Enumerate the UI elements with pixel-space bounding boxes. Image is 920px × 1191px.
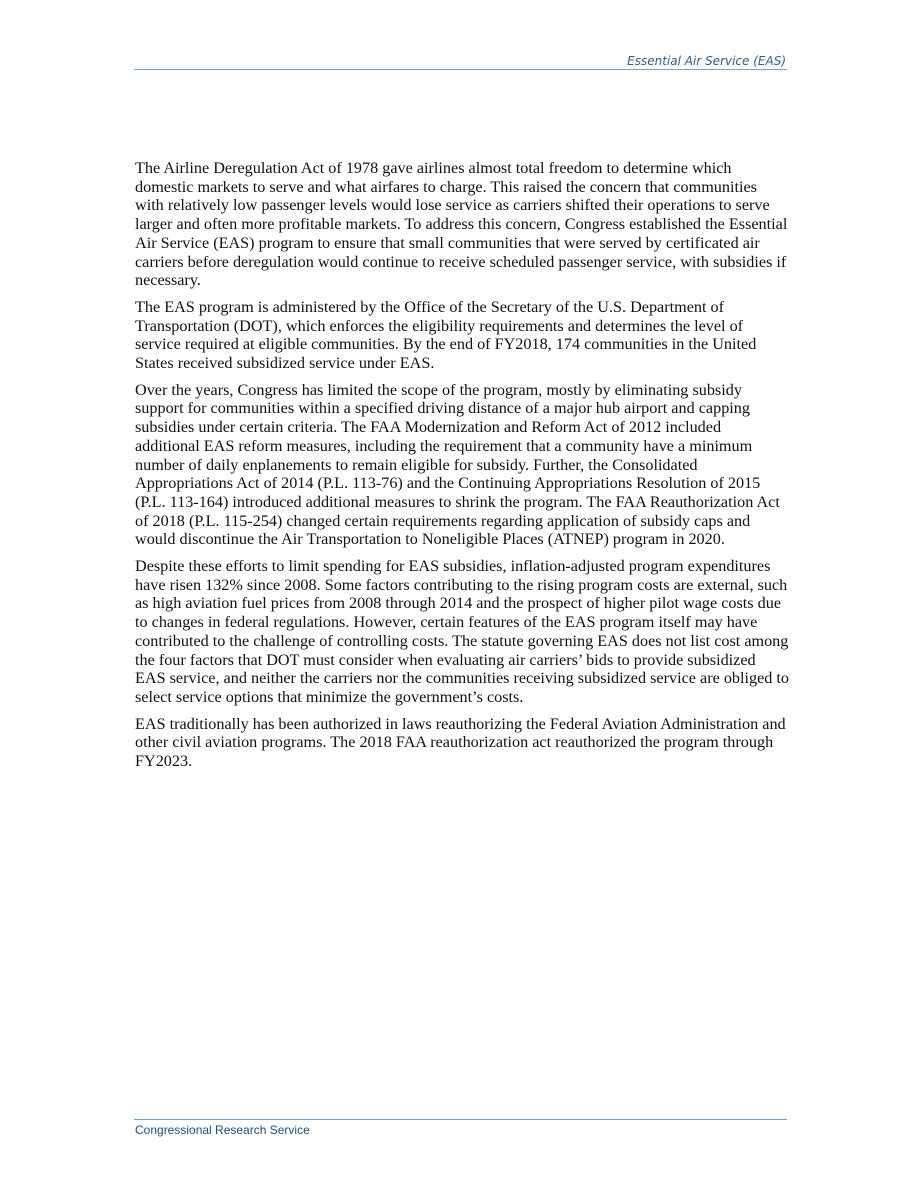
summary-body: [135, 159, 789, 779]
paragraph-1: The Airline Deregulation Act of 1978 gave airlines almost total freedom to determine which domestic markets to serve and what airfares to charge. This raised the concern that communities with relatively low passenger levels would lose service as carriers shifted their operations to serve larger and often more profitable markets. To address this concern, Congress established the Essential Air Service (EAS) program to ensure that small communities that were served by certificated air carriers before deregulation would continue to receive scheduled passenger service, with subsidies if necessary.: [135, 159, 788, 290]
paragraph-4: Despite these efforts to limit spending for EAS subsidies, inflation-adjusted program expenditures have risen 132% since 2008. Some factors contributing to the rising program costs are external, such as high aviation fuel prices from 2008 through 2014 and the prospect of higher pilot wage costs due to changes in federal regulations. However, certain features of the EAS program itself may have contributed to the challenge of controlling costs. The statute governing EAS does not list cost among the four factors that DOT must consider when evaluating air carriers’ bids to provide subsidized EAS service, and neither the carriers nor the communities receiving subsidized service are obliged to select service options that minimize the government’s costs.: [135, 557, 790, 706]
footer-divider: [134, 1119, 787, 1120]
header-divider: [134, 69, 787, 70]
paragraph-5: EAS traditionally has been authorized in laws reauthorizing the Federal Aviation Administration and other civil aviation programs. The 2018 FAA reauthorization act reauthorized the program through FY2023.: [135, 714, 786, 771]
paragraph-2: The EAS program is administered by the Office of the Secretary of the U.S. Department of Transportation (DOT), which enforces the eligibility requirements and determines the level of service required at eligible communities. By the end of FY2018, 174 communities in the United States received subsidized service under EAS.: [135, 297, 757, 373]
running-footer-organization: Congressional Research Service: [135, 1123, 310, 1137]
running-header-title: Essential Air Service (EAS): [627, 54, 786, 68]
paragraph-3: Over the years, Congress has limited the scope of the program, mostly by eliminating subsidy support for communities within a specified driving distance of a major hub airport and capping subsidies under certain criteria. The FAA Modernization and Reform Act of 2012 included additional EAS reform measures, including the requirement that a community have a minimum number of daily enplanements to remain eligible for subsidy. Further, the Consolidated Appropriations Act of 2014 (P.L. 113-76) and the Continuing Appropriations Resolution of 2015 (P.L. 113-164) introduced additional measures to shrink the program. The FAA Reauthorization Act of 2018 (P.L. 115-254) changed certain requirements regarding application of subsidy caps and would discontinue the Air Transportation to Noneligible Places (ATNEP) program in 2020.: [135, 380, 780, 549]
